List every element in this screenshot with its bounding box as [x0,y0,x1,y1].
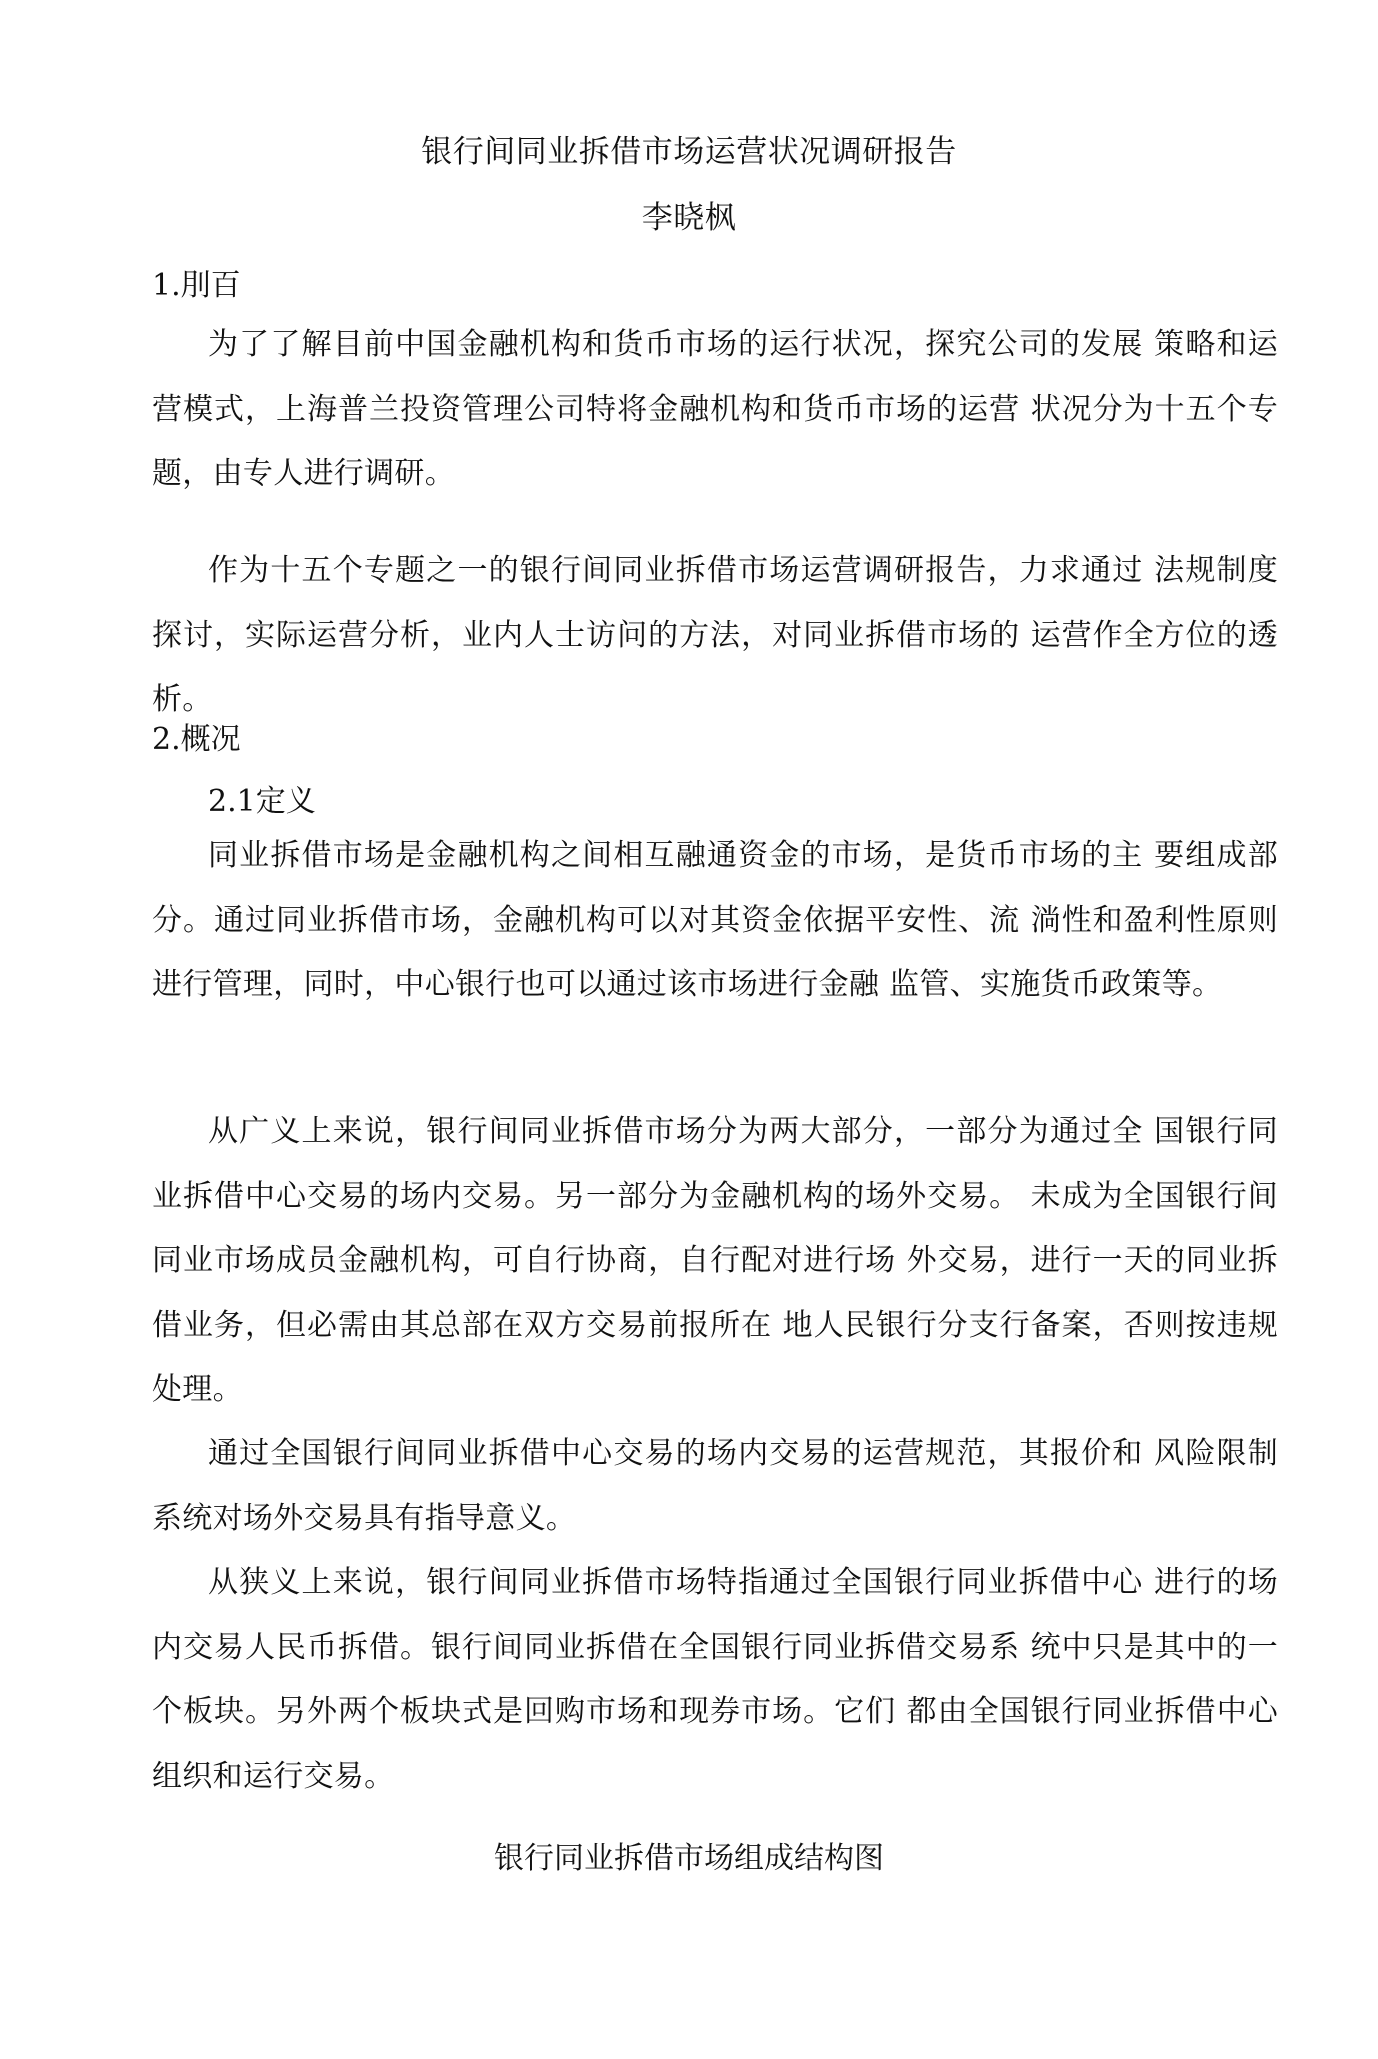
section-2-1-heading: 2.1定义 [208,784,316,819]
author-name: 李晓枫 [641,200,737,236]
paragraph: 从广义上来说，银行间同业拆借市场分为两大部分，一部分为通过全 国银行同业拆借中心交易的场内交易。另一部分为金融机构的场外交易。 未成为全国银行间同业市场成员金融机构，可自行协商，自行配对进行场 外交易，进行一天的同业拆借业务，但必需由其总部在双方交易前报所在 地人民银行分支行备案，否则按违规处理。 [152,1114,1278,1407]
section-2-heading: 2.概况 [152,722,241,757]
paragraph: 作为十五个专题之一的银行间同业拆借市场运营调研报告，力求通过 法规制度探讨，实际运营分析，业内人士访问的方法，对同业拆借市场的 运营作全方位的透析。 [152,553,1278,717]
section-1-heading: 1.刖百 [152,268,241,303]
figure-caption: 银行同业拆借市场组成结构图 [494,1841,884,1876]
paragraph: 同业拆借市场是金融机构之间相互融通资金的市场，是货币市场的主 要组成部分。通过同业拆借市场，金融机构可以对其资金依据平安性、流 淌性和盈利性原则进行管理，同时，中心银行也可以通过该市场进行金融 监管、实施货币政策等。 [152,838,1278,1002]
paragraph: 通过全国银行间同业拆借中心交易的场内交易的运营规范，其报价和 风险限制系统对场外交易具有指导意义。 [152,1436,1278,1536]
document-title: 银行间同业拆借市场运营状况调研报告 [421,134,957,170]
paragraph: 为了了解目前中国金融机构和货币市场的运行状况，探究公司的发展 策略和运营模式，上海普兰投资管理公司特将金融机构和货币市场的运营 状况分为十五个专题，由专人进行调研。 [152,327,1278,491]
paragraph: 从狭义上来说，银行间同业拆借市场特指通过全国银行同业拆借中心 进行的场内交易人民币拆借。银行间同业拆借在全国银行同业拆借交易系 统中只是其中的一个板块。另外两个板块式是回购市场和现券市场。它们 都由全国银行同业拆借中心组织和运行交易。 [152,1565,1278,1794]
